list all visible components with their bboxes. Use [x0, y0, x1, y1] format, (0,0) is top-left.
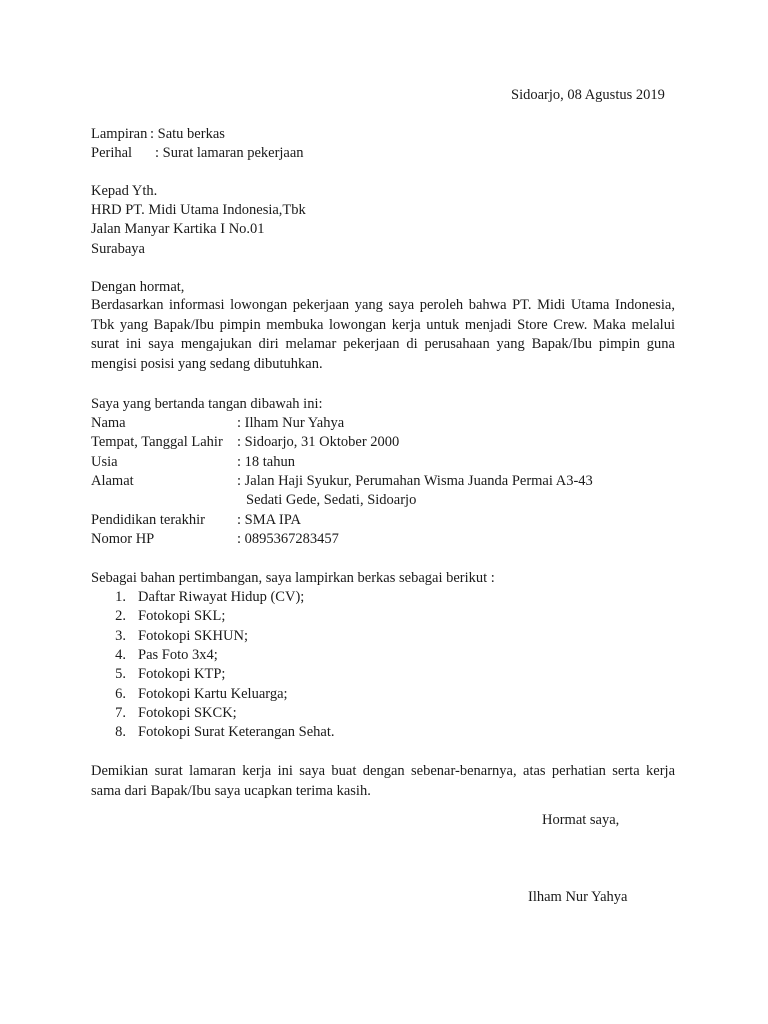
perihal-value: : Surat lamaran pekerjaan — [155, 145, 304, 161]
list-item-text: Fotokopi SKCK; — [138, 705, 237, 721]
nama-value: : Ilham Nur Yahya — [237, 415, 345, 431]
closing-salutation: Hormat saya, — [542, 812, 620, 828]
list-item-text: Fotokopi SKHUN; — [138, 628, 248, 644]
list-item-number: 7. — [115, 705, 126, 721]
recipient-line: HRD PT. Midi Utama Indonesia,Tbk — [91, 202, 306, 218]
list-item-text: Fotokopi SKL; — [138, 608, 226, 624]
list-item — [104, 607, 225, 626]
alamat-value: : Jalan Haji Syukur, Perumahan Wisma Juanda Permai A3-43 — [237, 473, 593, 489]
ttl-label: Tempat, Tanggal Lahir — [91, 434, 223, 450]
pendidikan-value: : SMA IPA — [237, 512, 301, 528]
opening-paragraph: Berdasarkan informasi lowongan pekerjaan yang saya peroleh bahwa PT. Midi Utama Indonesia, Tbk yang Bapak/Ibu pimpin membuka lowongan kerja untuk menjadi Store Crew. Maka melalui surat ini saya mengajukan diri melamar pekerjaan di perusahaan yang Bapak/Ibu pimpin guna mengisi posisi yang sedang dibutuhkan. — [91, 297, 675, 372]
place-date: Sidoarjo, 08 Agustus 2019 — [511, 87, 665, 103]
greeting: Dengan hormat, — [91, 279, 185, 295]
list-item-text: Daftar Riwayat Hidup (CV); — [138, 589, 305, 605]
recipient-line: Jalan Manyar Kartika I No.01 — [91, 221, 265, 237]
signature-name: Ilham Nur Yahya — [528, 889, 628, 905]
list-item-number: 3. — [115, 628, 126, 644]
usia-value: : 18 tahun — [237, 454, 295, 470]
alamat-label: Alamat — [91, 473, 134, 489]
list-item-number: 5. — [115, 666, 126, 682]
list-item — [104, 588, 304, 607]
list-item-number: 8. — [115, 724, 126, 740]
list-item-number: 4. — [115, 647, 126, 663]
list-item — [104, 723, 335, 742]
recipient-line: Kepad Yth. — [91, 183, 158, 199]
alamat-value-continued: Sedati Gede, Sedati, Sidoarjo — [246, 492, 417, 508]
lampiran-label: Lampiran — [91, 126, 148, 142]
list-item-number: 2. — [115, 608, 126, 624]
list-item — [104, 665, 225, 684]
list-item-text: Fotokopi Surat Keterangan Sehat. — [138, 724, 335, 740]
closing-paragraph: Demikian surat lamaran kerja ini saya buat dengan sebenar-benarnya, atas perhatian serta kerja sama dari Bapak/Ibu saya ucapkan terima kasih. — [91, 763, 675, 799]
list-item-text: Pas Foto 3x4; — [138, 647, 218, 663]
attachments-intro: Sebagai bahan pertimbangan, saya lampirkan berkas sebagai berikut : — [91, 570, 495, 586]
list-item-text: Fotokopi Kartu Keluarga; — [138, 686, 288, 702]
identity-intro: Saya yang bertanda tangan dibawah ini: — [91, 396, 323, 412]
lampiran-value: : Satu berkas — [150, 126, 225, 142]
hp-label: Nomor HP — [91, 531, 155, 547]
list-item — [104, 704, 237, 723]
usia-label: Usia — [91, 454, 118, 470]
recipient-line: Surabaya — [91, 241, 145, 257]
list-item — [104, 646, 218, 665]
list-item-number: 1. — [115, 589, 126, 605]
pendidikan-label: Pendidikan terakhir — [91, 512, 205, 528]
hp-value: : 0895367283457 — [237, 531, 339, 547]
list-item — [104, 685, 288, 704]
ttl-value: : Sidoarjo, 31 Oktober 2000 — [237, 434, 400, 450]
list-item-number: 6. — [115, 686, 126, 702]
list-item-text: Fotokopi KTP; — [138, 666, 226, 682]
list-item — [104, 627, 248, 646]
nama-label: Nama — [91, 415, 126, 431]
perihal-label: Perihal — [91, 145, 133, 161]
